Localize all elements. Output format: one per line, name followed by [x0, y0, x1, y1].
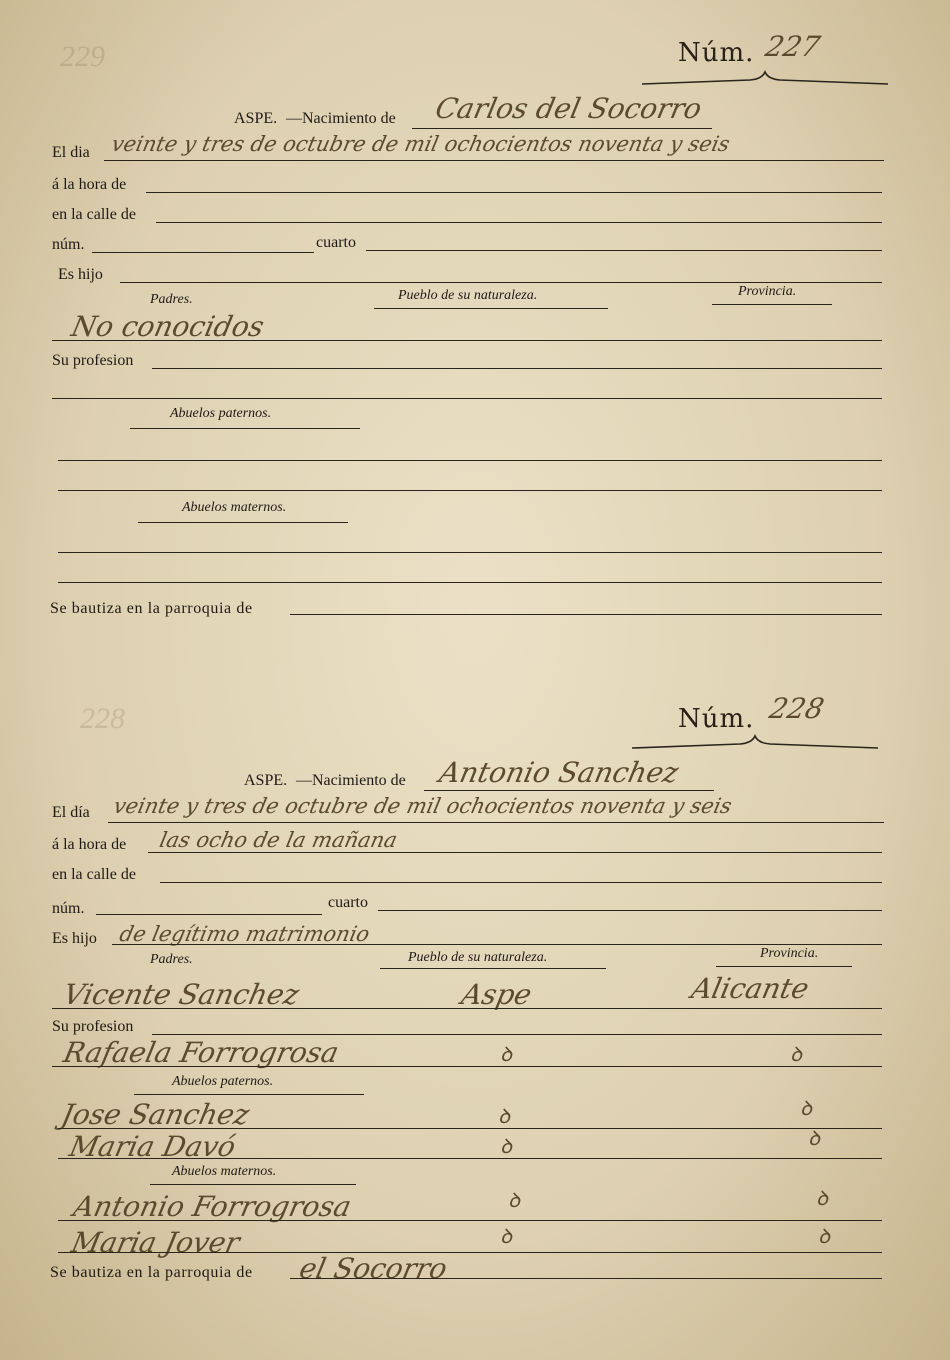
record-2-padres-line — [52, 1008, 882, 1009]
record-2-madre-line — [52, 1066, 882, 1067]
record-2-ditto-mark: ꝺ — [816, 1186, 828, 1210]
record-2-nombre: Antonio Sanchez — [436, 756, 682, 789]
record-1-line-a — [52, 398, 882, 399]
record-2-padre-provincia: Alicante — [688, 972, 812, 1005]
record-2-el-dia-label: El día — [52, 804, 90, 821]
record-1-bautiza-line — [290, 614, 882, 615]
record-2-hijo-label: Es hijo — [52, 930, 97, 947]
record-1-hora-label: á la hora de — [52, 176, 127, 193]
record-2-padres-label: Padres. — [150, 952, 193, 967]
record-2-ab-mat-line-2 — [58, 1252, 882, 1253]
record-2-pueblo-underline — [380, 968, 606, 969]
record-2-bautiza-label: Se bautiza en la parroquia de — [50, 1264, 253, 1281]
record-2-padre-value: Vicente Sanchez — [60, 978, 303, 1011]
record-1-town: ASPE. — [234, 110, 278, 127]
record-2-abuela-materna: Maria Jover — [68, 1226, 243, 1259]
record-1-num-flourish — [640, 70, 890, 90]
record-1-dia-value: veinte y tres de octubre de mil ochocientos noventa y seis — [109, 132, 732, 156]
record-2-abuelos-maternos-label: Abuelos maternos. — [172, 1164, 277, 1179]
record-2-profesion-line — [152, 1034, 882, 1035]
record-2-num-line — [96, 914, 322, 915]
record-2-num-flourish — [630, 734, 880, 754]
record-2-ditto-mark: ꝺ — [818, 1224, 830, 1248]
record-2-hijo-value: de legítimo matrimonio — [117, 922, 372, 946]
record-2-calle-line — [160, 882, 882, 883]
record-2-hora-label: á la hora de — [52, 836, 127, 853]
record-1-padres-label: Padres. — [150, 292, 193, 307]
record-2-num-value: 228 — [766, 692, 827, 725]
record-2-ditto-mark: ꝺ — [790, 1042, 802, 1066]
record-1-hora-line — [146, 192, 882, 193]
record-1-calle-line — [156, 222, 882, 223]
record-2-hora-value: las ocho de la mañana — [157, 828, 400, 852]
record-1-calle-label: en la calle de — [52, 206, 136, 223]
record-2-ditto-mark: ꝺ — [808, 1126, 820, 1150]
record-1-ab-pat-underline — [130, 428, 360, 429]
record-2-ab-mat-line-1 — [58, 1220, 882, 1221]
record-2-abuelos-paternos-label: Abuelos paternos. — [172, 1074, 274, 1089]
record-1-num-value: 227 — [762, 30, 823, 63]
record-1-line-b — [58, 460, 882, 461]
record-2-hora-line — [148, 852, 882, 853]
record-1-profesion-label: Su profesion — [52, 352, 134, 369]
record-2-profesion-label: Su profesion — [52, 1018, 134, 1035]
record-1-dia-line — [104, 160, 884, 161]
record-2-abuelo-materno: Antonio Forrogrosa — [70, 1190, 355, 1223]
record-1-line-e — [58, 582, 882, 583]
record-2-nombre-line — [424, 790, 714, 791]
record-2-abuela-paterna: Maria Davó — [66, 1130, 239, 1163]
record-2-hijo-line — [112, 944, 882, 945]
record-1-num-line — [92, 252, 314, 253]
record-1-el-dia-label: El dia — [52, 144, 90, 161]
record-1-nombre: Carlos del Socorro — [432, 92, 705, 125]
record-2-bautiza-line — [290, 1278, 882, 1279]
record-1-pueblo-underline — [374, 308, 608, 309]
record-2-ab-mat-underline — [150, 1184, 356, 1185]
record-2-ab-pat-line-1 — [58, 1128, 882, 1129]
record-2-padre-pueblo: Aspe — [458, 978, 535, 1011]
record-1-pueblo-label: Pueblo de su naturaleza. — [398, 288, 538, 303]
record-1-cuarto-line — [366, 250, 882, 251]
record-2-num-label: Núm. — [678, 704, 755, 734]
record-2-ditto-mark: ꝺ — [508, 1188, 520, 1212]
record-1-profesion-line — [152, 368, 882, 369]
record-1-ab-mat-underline — [138, 522, 348, 523]
record-2-ditto-mark: ꝺ — [500, 1042, 512, 1066]
record-1-hijo-line — [120, 282, 882, 283]
record-1-padres-line — [52, 340, 882, 341]
record-2-ab-pat-underline — [134, 1094, 364, 1095]
record-1-nacimiento-label: —Nacimiento de — [286, 110, 396, 127]
record-2-dia-line — [108, 822, 884, 823]
record-2-provincia-label: Provincia. — [760, 946, 819, 961]
record-2-ditto-mark: ꝺ — [800, 1096, 812, 1120]
record-1-padres-value: No conocidos — [68, 310, 267, 343]
record-2-ab-pat-line-2 — [58, 1158, 882, 1159]
record-2-provincia-underline — [716, 966, 852, 967]
record-2-nacimiento-label: —Nacimiento de — [296, 772, 406, 789]
bleed-through: 229 — [60, 40, 105, 73]
record-2-town: ASPE. — [244, 772, 288, 789]
record-2-cuarto-label: cuarto — [328, 894, 368, 911]
record-1-num-field-label: núm. — [52, 236, 85, 253]
record-2-abuelo-paterno: Jose Sanchez — [58, 1098, 253, 1131]
record-1-cuarto-label: cuarto — [316, 234, 356, 251]
record-1-hijo-label: Es hijo — [58, 266, 103, 283]
record-1-nombre-line — [412, 128, 712, 129]
record-2-ditto-mark: ꝺ — [498, 1104, 510, 1128]
record-1-bautiza-label: Se bautiza en la parroquia de — [50, 600, 253, 617]
record-1-provincia-label: Provincia. — [738, 284, 797, 299]
record-1-line-c — [58, 490, 882, 491]
record-2-dia-value: veinte y tres de octubre de mil ochocientos noventa y seis — [111, 794, 734, 818]
record-1-abuelos-paternos-label: Abuelos paternos. — [170, 406, 272, 421]
record-2-ditto-mark: ꝺ — [500, 1224, 512, 1248]
record-1-num-label: Núm. — [678, 38, 755, 68]
bleed-through-2: 228 — [80, 702, 125, 735]
record-2-madre-value: Rafaela Forrogrosa — [60, 1036, 342, 1069]
record-2-ditto-mark: ꝺ — [500, 1134, 512, 1158]
record-2-num-field-label: núm. — [52, 900, 85, 917]
record-2-cuarto-line — [378, 910, 882, 911]
record-2-pueblo-label: Pueblo de su naturaleza. — [408, 950, 548, 965]
record-2-calle-label: en la calle de — [52, 866, 136, 883]
record-2-parroquia-value: el Socorro — [296, 1252, 451, 1285]
record-1-line-d — [58, 552, 882, 553]
record-1-provincia-underline — [712, 304, 832, 305]
record-1-abuelos-maternos-label: Abuelos maternos. — [182, 500, 287, 515]
